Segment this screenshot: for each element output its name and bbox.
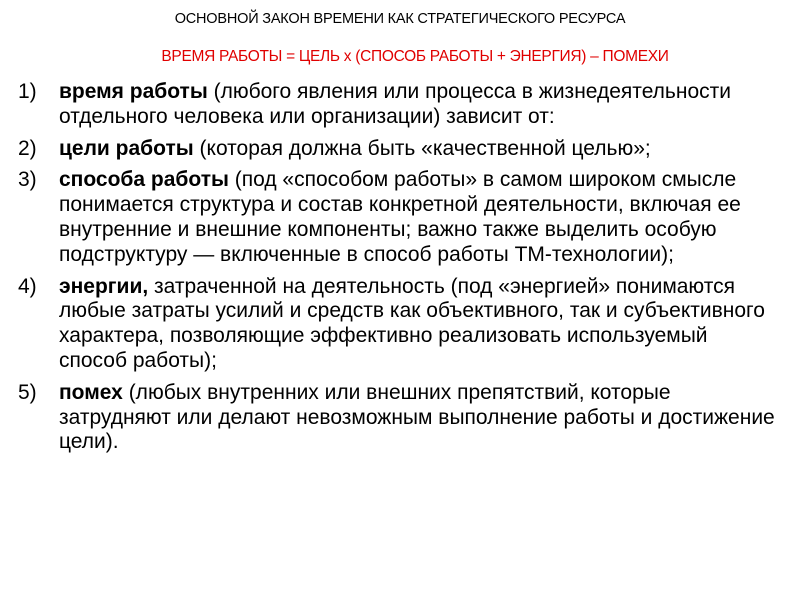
- list-item-time: [18, 80, 780, 130]
- list-item-obstacles: [18, 381, 780, 455]
- item-number: 5): [18, 380, 37, 404]
- item-term: помех: [59, 380, 123, 404]
- item-number: 3): [18, 168, 37, 192]
- item-text: (любых внутренних или внешних препятствий, которые затрудняют или делают невозможным выполнение работы и достижение цели).: [59, 380, 775, 454]
- item-number: 4): [18, 274, 37, 298]
- list-item-energy: [18, 275, 780, 374]
- time-law-formula: ВРЕМЯ РАБОТЫ = ЦЕЛЬ х (СПОСОБ РАБОТЫ + ЭНЕРГИЯ) – ПОМЕХИ: [161, 48, 669, 65]
- list-item-goal: [18, 137, 780, 162]
- item-text: (любого явления или процесса в жизнедеятельности отдельного человека или организации) зависит от:: [59, 80, 731, 128]
- item-text: (которая должна быть «качественной целью»;: [193, 136, 651, 160]
- item-term: время работы: [59, 80, 208, 103]
- list-item-method: [18, 168, 780, 267]
- item-term: способа работы: [59, 168, 229, 192]
- item-term: цели работы: [59, 136, 194, 160]
- item-text: (под «способом работы» в самом широком смысле понимается структура и состав конкретной деятельности, включая ее внутренние и внешние компоненты; важно также выделить особую подструктуру — включенные в способ работы ТМ-технологии);: [59, 168, 741, 266]
- slide-title: ОСНОВНОЙ ЗАКОН ВРЕМЕНИ КАК СТРАТЕГИЧЕСКОГО РЕСУРСА: [174, 11, 626, 27]
- item-number: 2): [18, 136, 37, 160]
- factor-list: [18, 80, 780, 462]
- item-number: 1): [18, 80, 37, 103]
- item-term: энергии,: [59, 274, 149, 298]
- item-text: затраченной на деятельность (под «энергией» понимаются любые затраты усилий и средств как объективного, так и субъективного характера, позволяющие эффективно реализовать используемый способ работы);: [59, 274, 765, 372]
